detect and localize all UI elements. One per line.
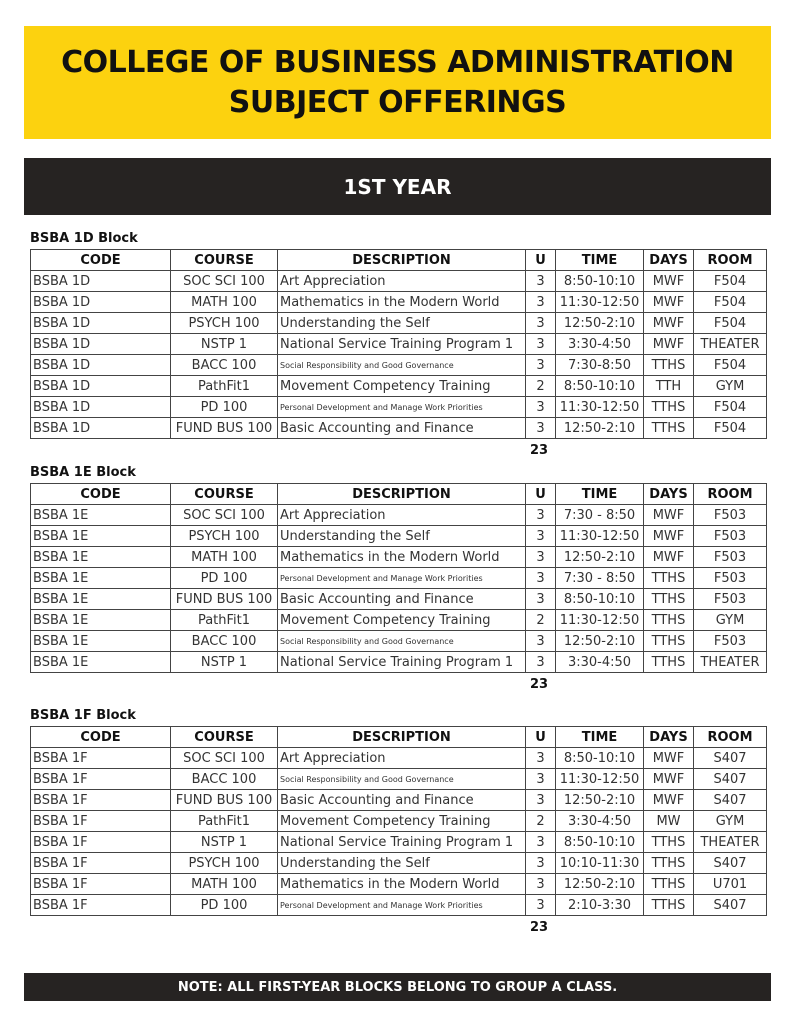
cell-course: SOC SCI 100 [171,271,278,292]
table-row [31,397,767,418]
cell-code: BSBA 1F [31,811,171,832]
cell-room: S407 [694,748,767,769]
column-header-desc: DESCRIPTION [278,484,526,505]
column-header-course: COURSE [171,250,278,271]
table-row [31,313,767,334]
units-total-1e: 23 [530,677,549,692]
cell-days: TTHS [644,853,694,874]
cell-room: THEATER [694,652,767,673]
cell-desc: Understanding the Self [278,853,526,874]
table-row [31,568,767,589]
cell-desc: Art Appreciation [278,271,526,292]
cell-days: TTHS [644,355,694,376]
cell-code: BSBA 1E [31,526,171,547]
column-header-u: U [526,250,556,271]
cell-time: 3:30-4:50 [556,811,644,832]
cell-time: 12:50-2:10 [556,631,644,652]
cell-room: F503 [694,631,767,652]
cell-code: BSBA 1F [31,853,171,874]
table-row [31,376,767,397]
cell-course: PSYCH 100 [171,853,278,874]
cell-u: 3 [526,790,556,811]
cell-course: SOC SCI 100 [171,748,278,769]
cell-course: PathFit1 [171,610,278,631]
cell-days: TTHS [644,832,694,853]
cell-u: 3 [526,652,556,673]
table-row [31,652,767,673]
cell-code: BSBA 1D [31,271,171,292]
table-row [31,334,767,355]
cell-u: 3 [526,874,556,895]
cell-u: 2 [526,376,556,397]
cell-desc: National Service Training Program 1 [278,832,526,853]
table-row [31,526,767,547]
cell-desc: Social Responsibility and Good Governance [278,631,526,652]
cell-course: MATH 100 [171,547,278,568]
cell-course: MATH 100 [171,292,278,313]
year-banner [24,158,771,215]
table-row [31,271,767,292]
table-row [31,355,767,376]
cell-time: 8:50-10:10 [556,376,644,397]
cell-desc: Understanding the Self [278,313,526,334]
cell-room: F503 [694,526,767,547]
cell-u: 2 [526,610,556,631]
cell-days: MW [644,811,694,832]
cell-code: BSBA 1D [31,292,171,313]
table-row [31,505,767,526]
cell-code: BSBA 1E [31,631,171,652]
cell-u: 3 [526,769,556,790]
cell-time: 11:30-12:50 [556,397,644,418]
cell-time: 7:30-8:50 [556,355,644,376]
note-text: NOTE: ALL FIRST-YEAR BLOCKS BELONG TO GROUP A CLASS. [177,979,618,995]
cell-room: S407 [694,853,767,874]
table-row [31,769,767,790]
cell-code: BSBA 1D [31,376,171,397]
cell-code: BSBA 1F [31,769,171,790]
cell-time: 8:50-10:10 [556,589,644,610]
cell-course: PD 100 [171,568,278,589]
table-row [31,610,767,631]
block-title-1e: BSBA 1E Block [30,465,136,480]
cell-u: 3 [526,526,556,547]
cell-desc: Basic Accounting and Finance [278,790,526,811]
cell-days: MWF [644,292,694,313]
cell-desc: Mathematics in the Modern World [278,874,526,895]
column-header-desc: DESCRIPTION [278,727,526,748]
cell-course: BACC 100 [171,355,278,376]
cell-room: F503 [694,547,767,568]
column-header-code: CODE [31,727,171,748]
cell-desc: Movement Competency Training [278,610,526,631]
block-title-1f: BSBA 1F Block [30,708,136,723]
column-header-room: ROOM [694,727,767,748]
table-row [31,748,767,769]
cell-course: BACC 100 [171,631,278,652]
cell-u: 3 [526,355,556,376]
cell-desc: Movement Competency Training [278,811,526,832]
table-row [31,811,767,832]
cell-room: F504 [694,418,767,439]
table-row [31,790,767,811]
column-header-room: ROOM [694,484,767,505]
cell-room: F503 [694,568,767,589]
cell-u: 3 [526,505,556,526]
cell-course: SOC SCI 100 [171,505,278,526]
table-row [31,631,767,652]
cell-u: 3 [526,334,556,355]
cell-room: GYM [694,811,767,832]
cell-time: 12:50-2:10 [556,547,644,568]
column-header-u: U [526,484,556,505]
cell-time: 11:30-12:50 [556,526,644,547]
cell-days: TTH [644,376,694,397]
column-header-days: DAYS [644,250,694,271]
cell-code: BSBA 1F [31,874,171,895]
cell-code: BSBA 1F [31,832,171,853]
cell-room: F503 [694,589,767,610]
page-header [24,26,771,139]
column-header-desc: DESCRIPTION [278,250,526,271]
cell-days: MWF [644,748,694,769]
cell-u: 3 [526,832,556,853]
cell-code: BSBA 1D [31,397,171,418]
cell-time: 11:30-12:50 [556,769,644,790]
cell-desc: Social Responsibility and Good Governance [278,769,526,790]
cell-desc: National Service Training Program 1 [278,652,526,673]
table-row [31,418,767,439]
units-total-1d: 23 [530,443,549,458]
cell-course: PSYCH 100 [171,313,278,334]
cell-days: TTHS [644,895,694,916]
cell-desc: Mathematics in the Modern World [278,547,526,568]
cell-course: FUND BUS 100 [171,418,278,439]
cell-time: 3:30-4:50 [556,334,644,355]
cell-code: BSBA 1E [31,547,171,568]
year-label: 1ST YEAR [343,174,452,199]
column-header-time: TIME [556,250,644,271]
cell-u: 3 [526,547,556,568]
cell-time: 12:50-2:10 [556,313,644,334]
schedule-table-1f [30,726,767,916]
cell-course: NSTP 1 [171,832,278,853]
table-header-row [31,250,767,271]
column-header-code: CODE [31,484,171,505]
cell-desc: Social Responsibility and Good Governance [278,355,526,376]
cell-desc: Personal Development and Manage Work Priorities [278,895,526,916]
cell-course: NSTP 1 [171,334,278,355]
cell-time: 11:30-12:50 [556,292,644,313]
cell-time: 2:10-3:30 [556,895,644,916]
cell-days: MWF [644,313,694,334]
cell-room: S407 [694,895,767,916]
column-header-code: CODE [31,250,171,271]
column-header-course: COURSE [171,484,278,505]
cell-time: 7:30 - 8:50 [556,505,644,526]
table-row [31,853,767,874]
cell-time: 12:50-2:10 [556,418,644,439]
column-header-course: COURSE [171,727,278,748]
cell-course: MATH 100 [171,874,278,895]
schedule-table-1e [30,483,767,673]
cell-room: F504 [694,271,767,292]
cell-u: 2 [526,811,556,832]
cell-days: TTHS [644,568,694,589]
cell-days: TTHS [644,631,694,652]
cell-course: FUND BUS 100 [171,589,278,610]
cell-u: 3 [526,271,556,292]
cell-code: BSBA 1D [31,355,171,376]
cell-desc: Basic Accounting and Finance [278,589,526,610]
cell-room: GYM [694,376,767,397]
cell-course: PathFit1 [171,376,278,397]
cell-u: 3 [526,397,556,418]
cell-days: TTHS [644,397,694,418]
cell-days: MWF [644,526,694,547]
cell-course: PathFit1 [171,811,278,832]
cell-code: BSBA 1D [31,313,171,334]
cell-time: 8:50-10:10 [556,271,644,292]
cell-u: 3 [526,853,556,874]
column-header-u: U [526,727,556,748]
cell-days: MWF [644,790,694,811]
cell-u: 3 [526,895,556,916]
cell-course: PSYCH 100 [171,526,278,547]
cell-time: 11:30-12:50 [556,610,644,631]
cell-room: F504 [694,355,767,376]
cell-room: GYM [694,610,767,631]
table-row [31,832,767,853]
cell-time: 12:50-2:10 [556,874,644,895]
units-total-1f: 23 [530,920,549,935]
cell-days: MWF [644,271,694,292]
schedule-table-1d [30,249,767,439]
column-header-days: DAYS [644,484,694,505]
cell-u: 3 [526,568,556,589]
cell-room: F504 [694,397,767,418]
table-header-row [31,484,767,505]
table-row [31,292,767,313]
cell-code: BSBA 1E [31,568,171,589]
cell-time: 8:50-10:10 [556,832,644,853]
column-header-time: TIME [556,484,644,505]
cell-desc: Basic Accounting and Finance [278,418,526,439]
cell-days: TTHS [644,874,694,895]
cell-course: NSTP 1 [171,652,278,673]
cell-course: PD 100 [171,397,278,418]
column-header-room: ROOM [694,250,767,271]
cell-room: F504 [694,313,767,334]
cell-u: 3 [526,589,556,610]
cell-code: BSBA 1D [31,418,171,439]
cell-code: BSBA 1F [31,748,171,769]
cell-code: BSBA 1F [31,790,171,811]
cell-room: S407 [694,769,767,790]
cell-days: TTHS [644,418,694,439]
cell-code: BSBA 1E [31,610,171,631]
cell-room: THEATER [694,334,767,355]
cell-desc: National Service Training Program 1 [278,334,526,355]
cell-days: TTHS [644,652,694,673]
cell-desc: Art Appreciation [278,505,526,526]
cell-code: BSBA 1E [31,589,171,610]
table-header-row [31,727,767,748]
cell-room: S407 [694,790,767,811]
cell-room: F503 [694,505,767,526]
cell-days: MWF [644,769,694,790]
cell-room: U701 [694,874,767,895]
table-row [31,895,767,916]
page-title-line2: SUBJECT OFFERINGS [228,84,567,120]
table-row [31,547,767,568]
cell-u: 3 [526,631,556,652]
page-title-line1: COLLEGE OF BUSINESS ADMINISTRATION [61,44,734,80]
cell-room: THEATER [694,832,767,853]
table-row [31,874,767,895]
cell-desc: Personal Development and Manage Work Priorities [278,397,526,418]
cell-days: TTHS [644,589,694,610]
cell-code: BSBA 1E [31,505,171,526]
cell-days: TTHS [644,610,694,631]
block-title-1d: BSBA 1D Block [30,231,138,246]
table-row [31,589,767,610]
cell-time: 7:30 - 8:50 [556,568,644,589]
cell-desc: Mathematics in the Modern World [278,292,526,313]
column-header-time: TIME [556,727,644,748]
cell-u: 3 [526,292,556,313]
cell-room: F504 [694,292,767,313]
cell-days: MWF [644,334,694,355]
cell-course: FUND BUS 100 [171,790,278,811]
cell-desc: Art Appreciation [278,748,526,769]
cell-course: BACC 100 [171,769,278,790]
cell-desc: Personal Development and Manage Work Priorities [278,568,526,589]
cell-desc: Understanding the Self [278,526,526,547]
cell-code: BSBA 1D [31,334,171,355]
column-header-days: DAYS [644,727,694,748]
cell-u: 3 [526,748,556,769]
cell-days: MWF [644,505,694,526]
cell-code: BSBA 1F [31,895,171,916]
cell-code: BSBA 1E [31,652,171,673]
cell-course: PD 100 [171,895,278,916]
cell-days: MWF [644,547,694,568]
cell-u: 3 [526,418,556,439]
cell-time: 10:10-11:30 [556,853,644,874]
cell-time: 12:50-2:10 [556,790,644,811]
cell-u: 3 [526,313,556,334]
note-banner [24,973,771,1001]
cell-desc: Movement Competency Training [278,376,526,397]
cell-time: 8:50-10:10 [556,748,644,769]
cell-time: 3:30-4:50 [556,652,644,673]
